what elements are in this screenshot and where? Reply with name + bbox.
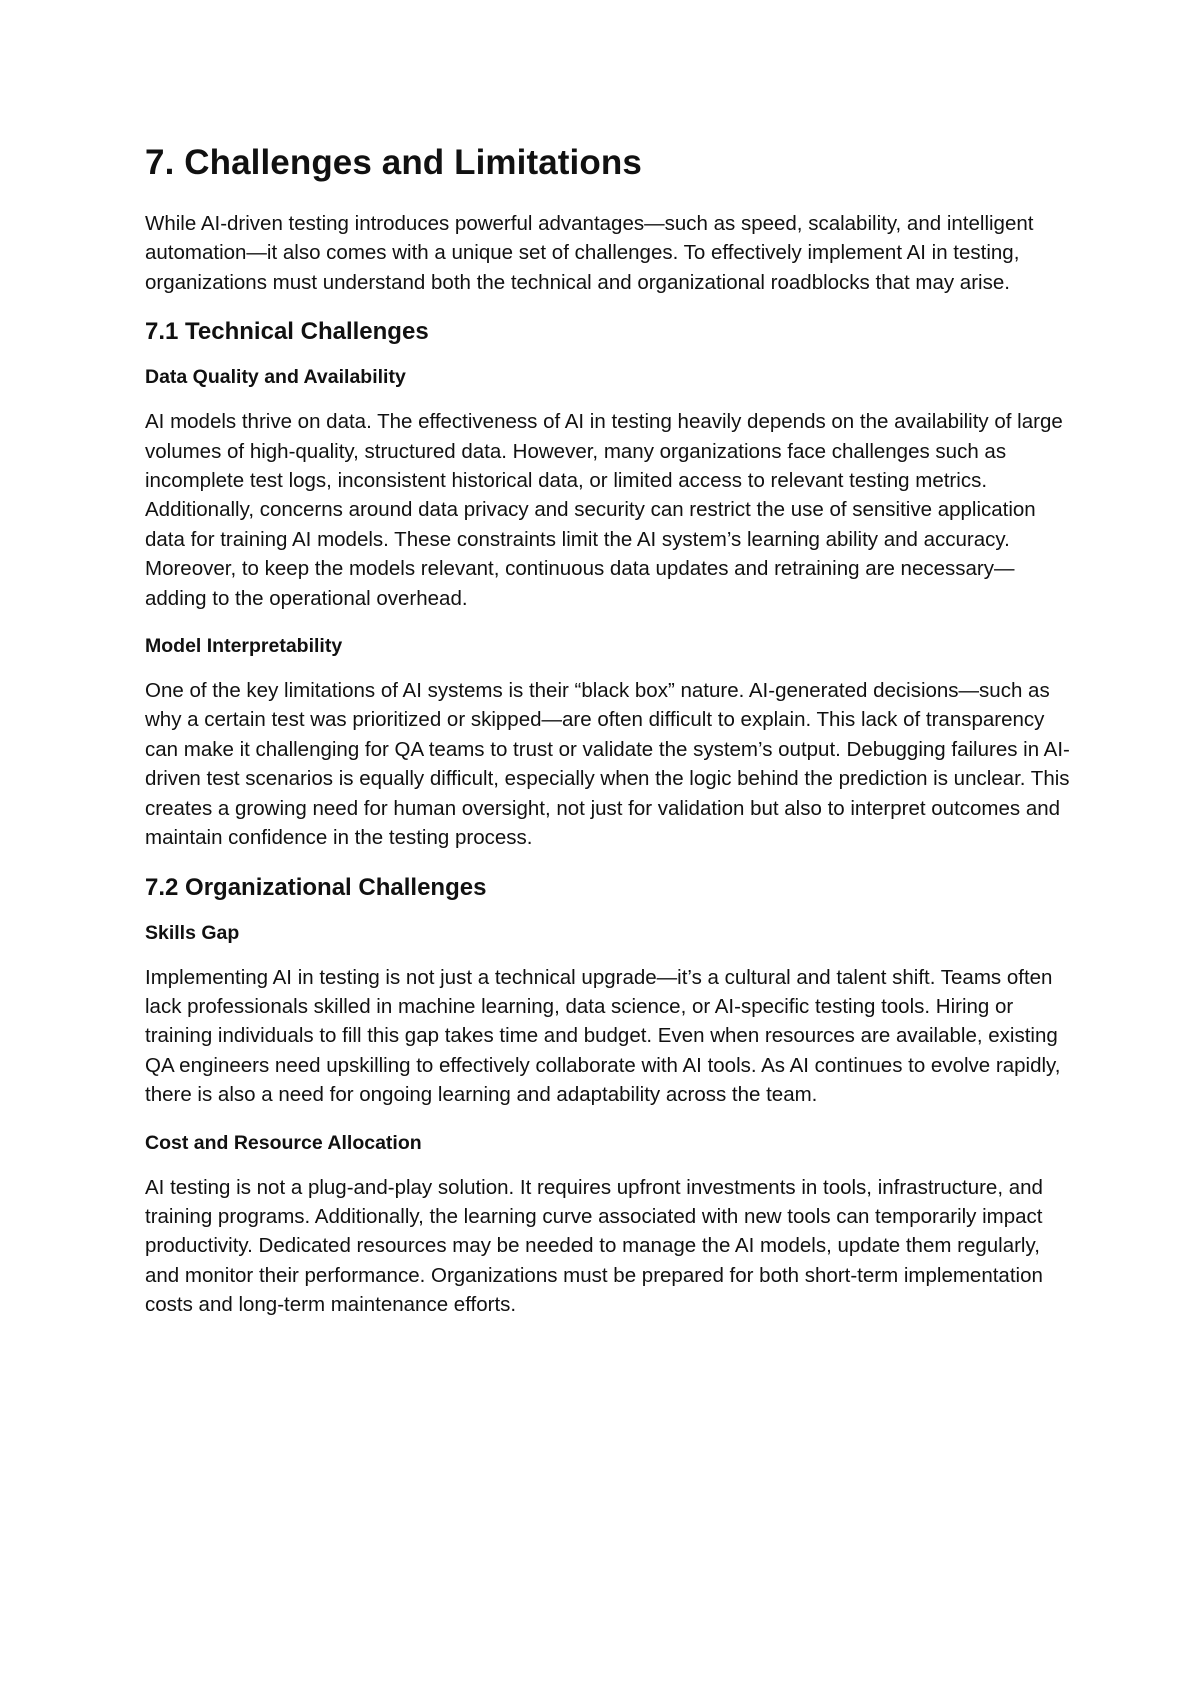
intro-paragraph: While AI-driven testing introduces powerful advantages—such as speed, scalability, and intelligent automation—it also comes with a unique set of challenges. To effectively implement AI in testing, organizations must understand both the technical and organizational roadblocks that may arise. xyxy=(145,212,1034,294)
subsection-heading: Cost and Resource Allocation xyxy=(145,1131,422,1154)
section-heading: 7.2 Organizational Challenges xyxy=(145,873,487,901)
section-technical-challenges xyxy=(145,316,1072,852)
section-organizational-challenges xyxy=(145,872,1072,1320)
subsection-heading: Model Interpretability xyxy=(145,635,343,658)
page-title: 7. Challenges and Limitations xyxy=(145,143,642,182)
subsection-body: One of the key limitations of AI systems is their “black box” nature. AI-generated decisions—such as why a certain test was prioritized or skipped—are often difficult to explain. This lack of transparency can make it challenging for QA teams to trust or validate the system’s output. Debugging failures in AI-driven test scenarios is equally difficult, especially when the logic behind the prediction is unclear. This creates a growing need for human oversight, not just for validation but also to interpret outcomes and maintain confidence in the testing process. xyxy=(145,679,1070,850)
subsection-body: Implementing AI in testing is not just a technical upgrade—it’s a cultural and talent shift. Teams often lack professionals skilled in machine learning, data science, or AI-specific testing tools. Hiring or training individuals to fill this gap takes time and budget. Even when resources are available, existing QA engineers need upskilling to effectively collaborate with AI tools. As AI continues to evolve rapidly, there is also a need for ongoing learning and adaptability across the team. xyxy=(145,965,1061,1107)
subsection-body: AI models thrive on data. The effectiveness of AI in testing heavily depends on the availability of large volumes of high-quality, structured data. However, many organizations face challenges such as incomplete test logs, inconsistent historical data, or limited access to relevant testing metrics. Additionally, concerns around data privacy and security can restrict the use of sensitive application data for training AI models. These constraints limit the AI system’s learning ability and accuracy. Moreover, to keep the models relevant, continuous data updates and retraining are necessary—adding to the operational overhead. xyxy=(145,410,1063,610)
subsection-heading: Skills Gap xyxy=(145,921,240,944)
section-heading: 7.1 Technical Challenges xyxy=(145,318,429,346)
subsection-body: AI testing is not a plug-and-play solution. It requires upfront investments in tools, infrastructure, and training programs. Additionally, the learning curve associated with new tools can temporarily impact productivity. Dedicated resources may be needed to manage the AI models, update them regularly, and monitor their performance. Organizations must be prepared for both short-term implementation costs and long-term maintenance efforts. xyxy=(145,1175,1043,1317)
subsection-heading: Data Quality and Availability xyxy=(145,366,406,389)
